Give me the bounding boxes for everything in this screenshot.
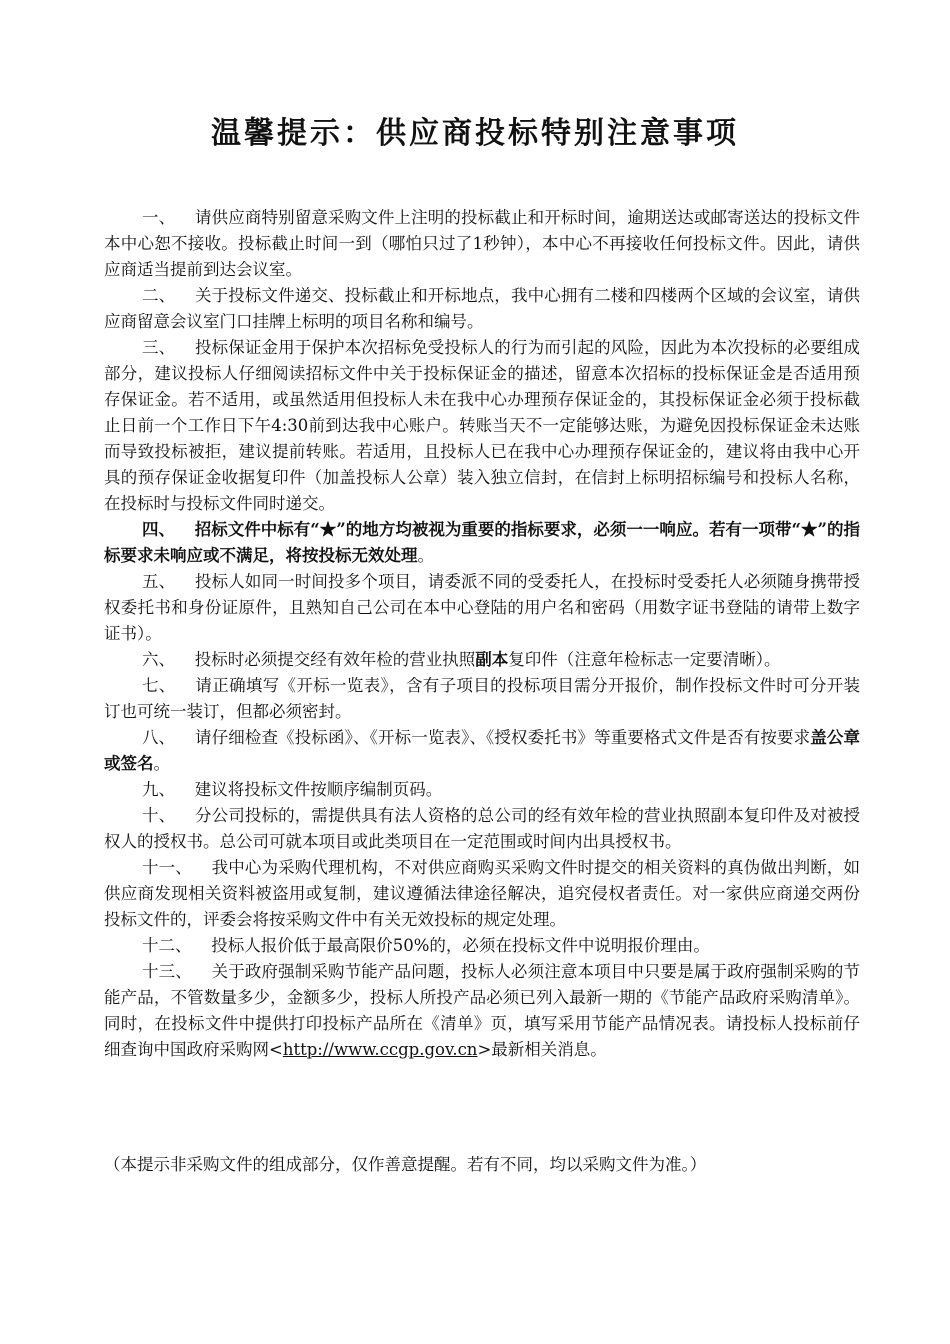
notice-item-11: [104, 855, 860, 933]
item-number: 十、: [141, 806, 176, 825]
notice-item-1: [104, 205, 860, 283]
item-number: 十二、: [141, 936, 192, 955]
notice-list: [104, 205, 860, 1063]
item-number: 一、: [141, 208, 176, 227]
item-number: 八、: [141, 728, 176, 747]
item-text: 投标人如同一时间投多个项目，请委派不同的受委托人，在投标时受委托人必须随身携带授权委托书和身份证原件，且熟知自己公司在本中心登陆的用户名和密码（用数字证书登陆的请带上数字证书）。: [104, 572, 861, 643]
item-text-post: >最新相关消息。: [477, 1040, 607, 1059]
item-text-pre: 请仔细检查《投标函》、《开标一览表》、《授权委托书》等重要格式文件是否有按要求: [194, 728, 811, 747]
item-number: 九、: [141, 780, 175, 799]
item-text-pre: 投标时必须提交经有效年检的营业执照: [194, 650, 476, 669]
notice-item-6: [104, 647, 860, 673]
page-title: 温馨提示：供应商投标特别注意事项: [211, 116, 739, 151]
notice-item-4: [104, 517, 860, 569]
item-text-bold: 盖公章或签名: [104, 728, 861, 773]
item-text-post: 复印件（注意年检标志一定要清晰）。: [508, 650, 781, 669]
item-text: 建议将投标文件按顺序编制页码。: [194, 780, 443, 799]
item-text-bold: 副本: [475, 650, 509, 669]
notice-item-2: [104, 283, 860, 335]
item-text: 请正确填写《开标一览表》，含有子项目的投标项目需分开报价，制作投标文件时可分开装订也可统一装订，但都必须密封。: [104, 676, 861, 721]
item-text: 分公司投标的，需提供具有法人资格的总公司的经有效年检的营业执照副本复印件及对被授权人的授权书。总公司可就本项目或此类项目在一定范围或时间内出具授权书。: [104, 806, 861, 851]
notice-item-7: [104, 673, 860, 725]
item-text-pre: 关于政府强制采购节能产品问题，投标人必须注意本项目中只要是属于政府强制采购的节能产品，不管数量多少，金额多少，投标人所投产品必须已列入最新一期的《节能产品政府采购清单》。同时，在投标文件中提供打印投标产品所在《清单》页，填写采用节能产品情况表。请投标人投标前仔细查询中国政府采购网<: [104, 962, 861, 1059]
item-number: 六、: [141, 650, 175, 669]
item-number: 十三、: [141, 962, 192, 981]
item-number: 十一、: [141, 858, 192, 877]
item-text: 请供应商特别留意采购文件上注明的投标截止和开标时间，逾期送达或邮寄送达的投标文件本中心恕不接收。投标截止时间一到（哪怕只过了1秒钟），本中心不再接收任何投标文件。因此，请供应商适当提前到达会议室。: [104, 208, 861, 279]
item-text: 投标保证金用于保护本次招标免受投标人的行为而引起的风险，因此为本次投标的必要组成部分，建议投标人仔细阅读招标文件中关于投标保证金的描述，留意本次招标的投标保证金是否适用预存保证金。若不适用，或虽然适用但投标人未在我中心办理预存保证金的，其投标保证金必须于投标截止日前一个工作日下午4:30前到达我中心账户。转账当天不一定能够达账，为避免因投标保证金未达账而导致投标被拒，建议提前转账。若适用，且投标人已在我中心办理预存保证金的，建议将由我中心开具的预存保证金收据复印件（加盖投标人公章）装入独立信封，在信封上标明招标编号和投标人名称，在投标时与投标文件同时递交。: [104, 338, 861, 513]
item-text-tail: 。: [417, 546, 434, 565]
item-number: 三、: [141, 338, 176, 357]
notice-item-9: [104, 777, 860, 803]
notice-item-3: [104, 335, 860, 517]
item-number: 四、: [141, 520, 175, 539]
notice-item-12: [104, 933, 860, 959]
item-text: 投标人报价低于最高限价50%的，必须在投标文件中说明报价理由。: [211, 936, 710, 955]
item-text: 我中心为采购代理机构，不对供应商购买采购文件时提交的相关资料的真伪做出判断，如供应商发现相关资料被盗用或复制，建议遵循法律途径解决，追究侵权者责任。对一家供应商递交两份投标文件的，评委会将按采购文件中有关无效投标的规定处理。: [104, 858, 861, 929]
ccgp-link[interactable]: http://www.ccgp.gov.cn: [282, 1040, 478, 1059]
item-text: 关于投标文件递交、投标截止和开标地点，我中心拥有二楼和四楼两个区域的会议室，请供应商留意会议室门口挂牌上标明的项目名称和编号。: [104, 286, 861, 331]
item-text-post: 。: [153, 754, 170, 773]
item-number: 二、: [141, 286, 176, 305]
item-number: 五、: [141, 572, 176, 591]
item-number: 七、: [141, 676, 176, 695]
notice-item-5: [104, 569, 860, 647]
notice-item-13: [104, 959, 860, 1063]
item-text-emphasis: 招标文件中标有“★”的地方均被视为重要的指标要求，必须一一响应。若有一项带“★”的指标要求未响应或不满足，将按投标无效处理: [104, 520, 860, 565]
notice-item-10: [104, 803, 860, 855]
disclaimer-note: （本提示非采购文件的组成部分，仅作善意提醒。若有不同，均以采购文件为准。）: [104, 1155, 707, 1174]
notice-item-8: [104, 725, 860, 777]
